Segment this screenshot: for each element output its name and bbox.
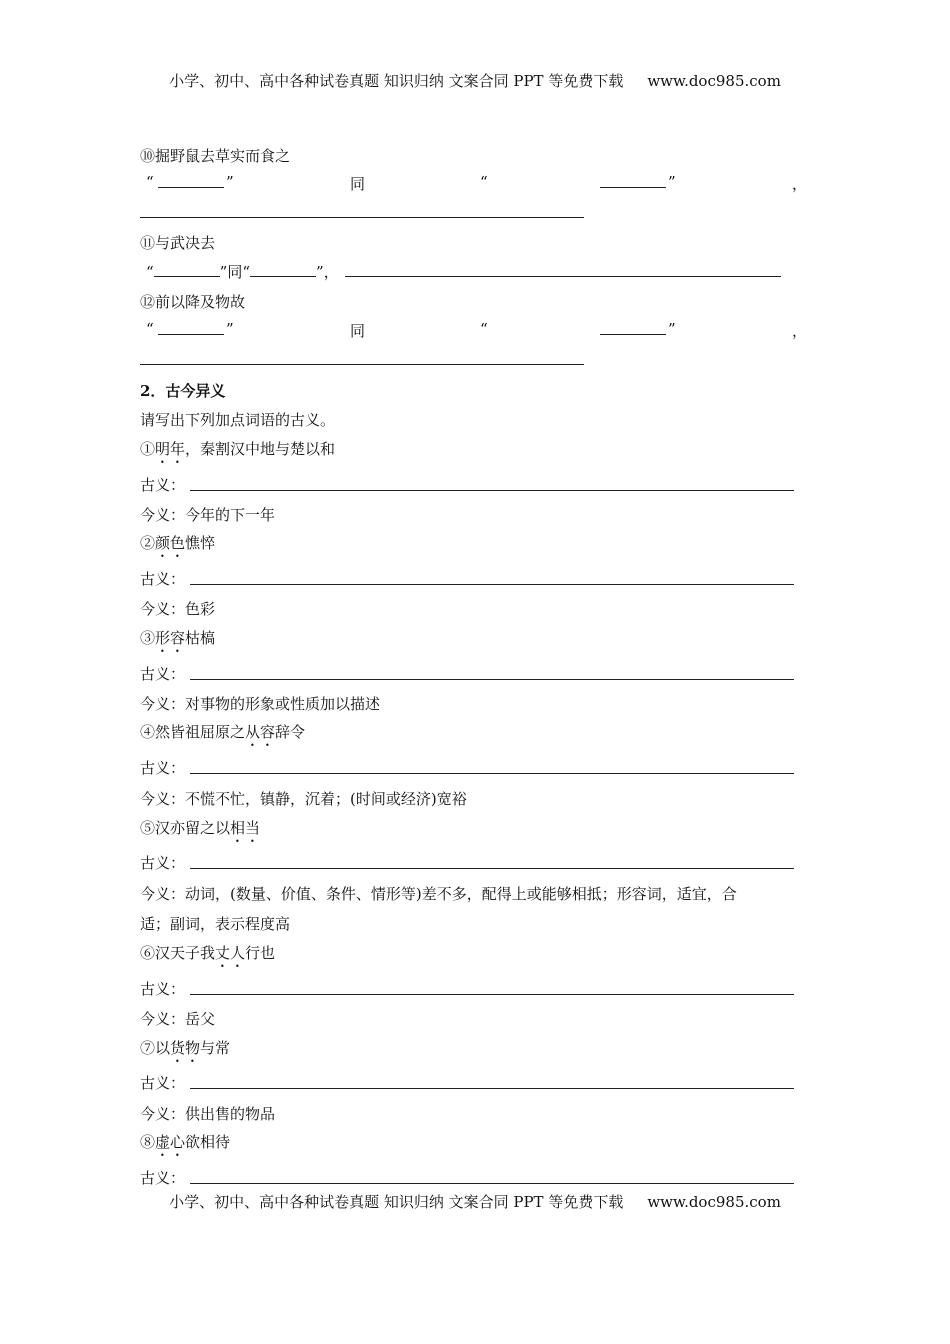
question-1: ①明年，秦割汉中地与楚以和: [140, 440, 336, 458]
question-7: ⑦以货物与常: [140, 1039, 231, 1057]
answer-line[interactable]: [140, 217, 584, 218]
answer-line[interactable]: [190, 584, 794, 585]
blank-input[interactable]: [158, 320, 224, 339]
question-8: ⑧虚心欲相待: [140, 1133, 231, 1151]
footer-url[interactable]: www.doc985.com: [647, 1193, 781, 1211]
dotted-word: 颜色: [155, 534, 186, 552]
dotted-word: 明年: [155, 440, 186, 458]
answer-line[interactable]: [190, 1088, 794, 1089]
dotted-word: 虚心: [155, 1133, 186, 1151]
blank-input[interactable]: [600, 320, 666, 339]
tongjia-sentence-12: ⑫前以降及物故: [140, 293, 246, 311]
answer-line[interactable]: [140, 364, 584, 365]
dotted-word: 丈人: [215, 944, 246, 962]
jin-2: 今义：色彩: [140, 600, 216, 618]
question-2: ②颜色憔悴: [140, 534, 216, 552]
answer-line[interactable]: [190, 994, 794, 995]
tong-label: 同: [350, 322, 366, 340]
tong-label: 同: [350, 175, 366, 193]
jin-5-cont: 适；副词，表示程度高: [140, 915, 291, 933]
tongjia-fill-row-10: “ ” 同 “ ” ，: [146, 173, 808, 193]
jin-5: 今义：动词，(数量、价值、条件、情形等)差不多，配得上或能够相抵；形容词，适宜，合: [140, 885, 737, 903]
blank-input[interactable]: [600, 173, 666, 192]
answer-line[interactable]: [190, 1183, 794, 1184]
dotted-word: 形容: [155, 629, 186, 647]
question-6: ⑥汉天子我丈人行也: [140, 944, 276, 962]
jin-7: 今义：供出售的物品: [140, 1105, 276, 1123]
page-header: [0, 70, 950, 91]
blank-input[interactable]: [158, 173, 224, 192]
question-3: ③形容枯槁: [140, 629, 216, 647]
blank-input[interactable]: [250, 262, 316, 277]
dotted-word: 货物: [170, 1039, 201, 1057]
question-4: ④然皆祖屈原之从容辞令: [140, 723, 306, 741]
tongjia-fill-row-11: “ ”同“ ”，: [140, 261, 781, 282]
dotted-word: 从容: [245, 723, 276, 741]
jin-3: 今义：对事物的形象或性质加以描述: [140, 695, 381, 713]
section-title: 2．古今异义: [140, 382, 226, 400]
jin-4: 今义：不慌不忙，镇静，沉着；(时间或经济)宽裕: [140, 790, 467, 808]
tongjia-fill-row-12: “ ” 同 “ ” ，: [146, 320, 808, 340]
header-url[interactable]: www.doc985.com: [647, 72, 781, 90]
answer-line[interactable]: [190, 773, 794, 774]
page-footer: [0, 1191, 950, 1212]
header-text: 小学、初中、高中各种试卷真题 知识归纳 文案合同 PPT 等免费下载: [169, 72, 624, 90]
section-instruction: 请写出下列加点词语的古义。: [140, 411, 336, 429]
answer-line[interactable]: [345, 262, 781, 277]
answer-line[interactable]: [190, 679, 794, 680]
blank-input[interactable]: [154, 262, 220, 277]
tongjia-sentence-11: ⑪与武决去: [140, 234, 216, 252]
footer-text: 小学、初中、高中各种试卷真题 知识归纳 文案合同 PPT 等免费下载: [169, 1193, 624, 1211]
jin-1: 今义：今年的下一年: [140, 506, 276, 524]
answer-line[interactable]: [190, 868, 794, 869]
question-5: ⑤汉亦留之以相当: [140, 819, 261, 837]
tongjia-sentence-10: ⑩掘野鼠去草实而食之: [140, 147, 291, 165]
jin-6: 今义：岳父: [140, 1010, 216, 1028]
dotted-word: 相当: [230, 819, 261, 837]
answer-line[interactable]: [190, 490, 794, 491]
